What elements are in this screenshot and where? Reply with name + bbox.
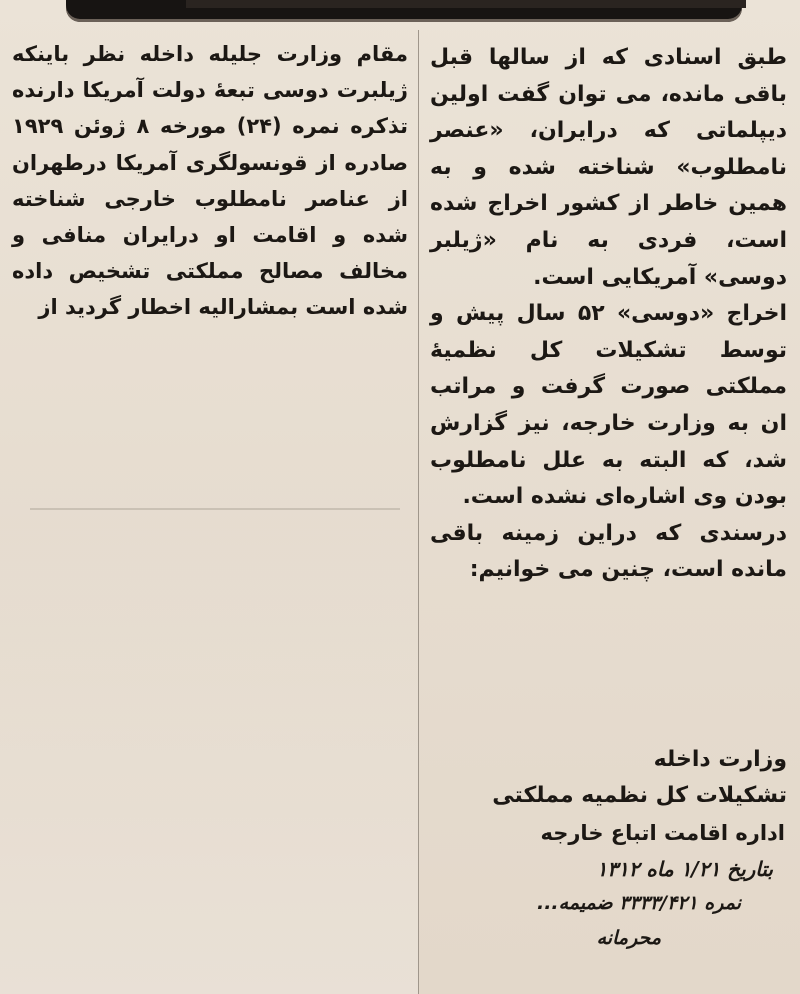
top-photo-strip [66, 0, 742, 22]
doc-office: اداره اقامت اتباع خارجه [540, 821, 785, 845]
article-left-column [12, 36, 408, 326]
doc-department: تشکیلات کل نظمیه مملکتی [492, 783, 787, 808]
doc-ministry: وزارت داخله [653, 747, 787, 772]
article-right-column [430, 40, 787, 589]
quoted-document-header [430, 742, 787, 956]
blank-area [0, 520, 418, 994]
doc-date: بتاریخ ۱/۲۱ ماه ۱۳۱۲ [596, 857, 773, 881]
doc-classification: محرمانه [596, 927, 661, 949]
photo-band [186, 0, 746, 8]
paragraph-expulsion: اخراج «دوسی» ۵۲ سال پیش و توسط تشکیلات کل نظمیهٔ مملکتی صورت گرفت و مراتب ان به وزارت خارجه، نیز گزارش شد، که البته به علل نامطلوب بودن وی اشاره‌ای نشده است. [430, 301, 787, 510]
paragraph-intro: طبق اسنادی که از سالها قبل باقی مانده، می توان گفت اولین دیپلماتی که درایران، «عنصر نامطلوب» شناخته شده و به همین خاطر از کشور اخراج شده است، فردی به نام «ژیلبر دوسی» آمریکایی است. [430, 45, 787, 290]
doc-number: نمره ۳۳۳۳/۴۲۱ ضمیمه... [537, 892, 741, 914]
paragraph-document-intro: درسندی که دراین زمینه باقی مانده است، چنین می خوانیم: [430, 520, 787, 583]
fold-shadow [30, 508, 400, 510]
column-divider [418, 30, 419, 994]
paragraph-document-body: مقام وزارت جلیله داخله نظر باینکه ژیلبرت دوسی تبعهٔ دولت آمریکا دارنده تذکره نمره (۲۴) مورخه ۸ ژوئن ۱۹۲۹ صادره از قونسولگری آمریکا درطهران از عناصر نامطلوب خارجی شناخته شده و اقامت او درایران منافی و مخالف مصالح مملکتی تشخیص داده شده است بمشارالیه اخطار گردید از [12, 42, 408, 320]
